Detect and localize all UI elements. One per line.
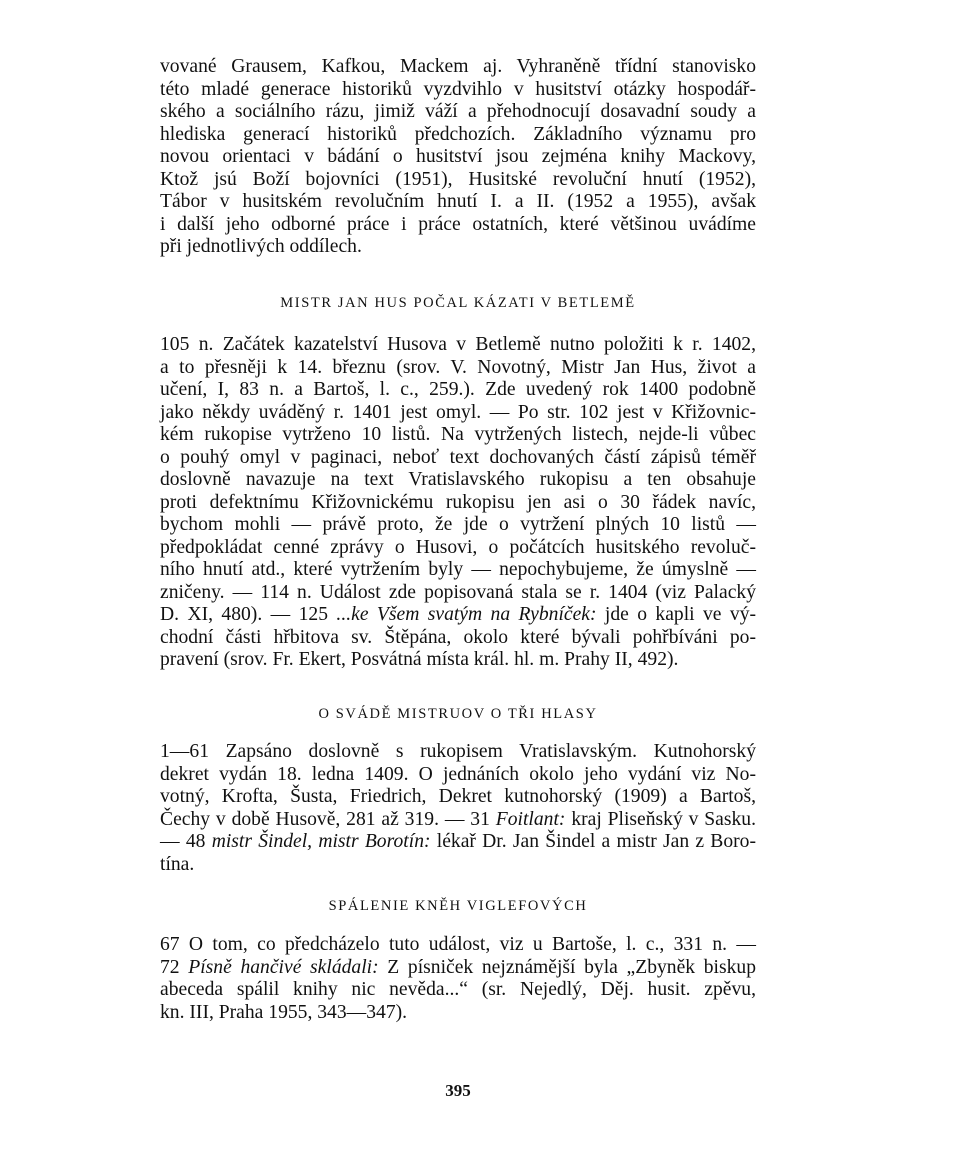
text-segment: Čechy v době Husově, 281 až 319. — 31	[160, 808, 490, 830]
text-segment: Z písniček nejznámější byla „Zbyněk biskup	[387, 956, 756, 978]
text-line: 67 O tom, co předcházelo tuto událost, viz u Bartoše, l. c., 331 n. —	[160, 934, 756, 955]
page-number: 395	[445, 1081, 471, 1100]
italic-term: Foitlant:	[495, 808, 566, 830]
section-paragraph-hus	[160, 334, 756, 672]
text-line: kn. III, Praha 1955, 343—347).	[160, 1001, 408, 1023]
text-line: učení, I, 83 n. a Bartoš, l. c., 259.). Zde uvedený rok 1400 podobně	[160, 379, 756, 400]
text-line	[160, 957, 756, 980]
section-heading-hus: MISTR JAN HUS POČAL KÁZATI V BETLEMĚ	[280, 295, 636, 311]
text-line: Ktož jsú Boží bojovníci (1951), Husitské revoluční hnutí (1952),	[160, 168, 756, 190]
text-line: bychom mohli — právě proto, že jde o vytržení plných 10 listů —	[160, 514, 756, 535]
italic-term: mistr Šindel, mistr Borotín:	[211, 831, 431, 852]
text-line: tína.	[160, 853, 195, 875]
text-line: ského a sociálního rázu, jimiž váží a přehodnocují dosavadní soudy a	[160, 101, 756, 122]
text-line: předpokládat cenné zprávy o Husovi, o počátcích husitského revoluč-	[160, 536, 756, 558]
italic-term: Písně hančivé skládali:	[188, 956, 379, 978]
text-line: při jednotlivých oddílech.	[160, 236, 362, 257]
text-line: novou orientaci v bádání o husitství jsou zejména knihy Mackovy,	[160, 146, 756, 167]
text-line: votný, Krofta, Šusta, Friedrich, Dekret kutnohorský (1909) a Bartoš,	[160, 786, 756, 807]
text-line: i další jeho odborné práce i práce ostatních, které většinou uvádíme	[160, 213, 756, 235]
text-line: a to přesněji k 14. březnu (srov. V. Novotný, Mistr Jan Hus, život a	[160, 356, 756, 378]
section-paragraph-svada	[160, 741, 756, 876]
text-line: této mladé generace historiků vyzdvihlo v husitství otázky hospodář-	[160, 78, 756, 100]
section-heading-svada: O SVÁDĚ MISTRUOV O TŘI HLASY	[318, 706, 598, 722]
text-line: ního hnutí atd., které vytržením byly — nepochybujeme, že úmyslně —	[160, 559, 756, 580]
text-line: chodní části hřbitova sv. Štěpána, okolo které bývali pohřbíváni po-	[160, 626, 756, 648]
text-segment: — 48	[160, 831, 206, 852]
text-segment: kraj Pliseňský v Sasku.	[571, 808, 756, 830]
intro-paragraph	[160, 56, 756, 259]
italic-term: ...ke Všem svatým na Rybníček:	[336, 604, 597, 625]
text-line: 105 n. Začátek kazatelství Husova v Betlemě nutno položiti k r. 1402,	[160, 334, 756, 355]
text-line: proti defektnímu Křižovnickému rukopisu jen asi o 30 řádek navíc,	[160, 491, 756, 513]
text-line: doslovně navazuje na text Vratislavského rukopisu a ten obsahuje	[160, 469, 756, 490]
text-line: jako někdy uváděný r. 1401 jest omyl. — Po str. 102 jest v Křižovnic-	[160, 401, 756, 423]
text-line: 1—61 Zapsáno doslovně s rukopisem Vratislavským. Kutnohorský	[160, 741, 756, 762]
text-line: kém rukopise vytrženo 10 listů. Na vytržených listech, nejde-li vůbec	[160, 424, 756, 445]
text-line: o pouhý omyl v paginaci, neboť text dochovaných částí zápisů téměř	[160, 446, 756, 468]
text-segment: jde o kapli ve vý-	[604, 604, 757, 625]
text-line	[160, 831, 756, 854]
text-line: Tábor v husitském revolučním hnutí I. a II. (1952 a 1955), avšak	[160, 191, 756, 212]
text-line: vované Grausem, Kafkou, Mackem aj. Vyhraněně třídní stanovisko	[160, 56, 756, 77]
text-line: pravení (srov. Fr. Ekert, Posvátná místa král. hl. m. Prahy II, 492).	[160, 649, 679, 670]
text-segment: D. XI, 480). — 125	[160, 604, 329, 625]
text-line: zničeny. — 114 n. Událost zde popisovaná stala se r. 1404 (viz Palacký	[160, 581, 756, 603]
text-line: dekret vydán 18. ledna 1409. O jednáních okolo jeho vydání viz No-	[160, 763, 756, 785]
section-heading-viglef: SPÁLENIE KNĚH VIGLEFOVÝCH	[328, 898, 588, 914]
text-segment: lékař Dr. Jan Šindel a mistr Jan z Boro-	[436, 831, 756, 852]
text-line	[160, 809, 756, 832]
text-line: hlediska generací historiků předchozích. Základního významu pro	[160, 123, 756, 145]
section-paragraph-viglef	[160, 934, 756, 1024]
text-line: abeceda spálil knihy nic nevěda...“ (sr. Nejedlý, Děj. husit. zpěvu,	[160, 979, 756, 1000]
text-segment: 72	[160, 956, 180, 978]
text-line	[160, 604, 756, 627]
